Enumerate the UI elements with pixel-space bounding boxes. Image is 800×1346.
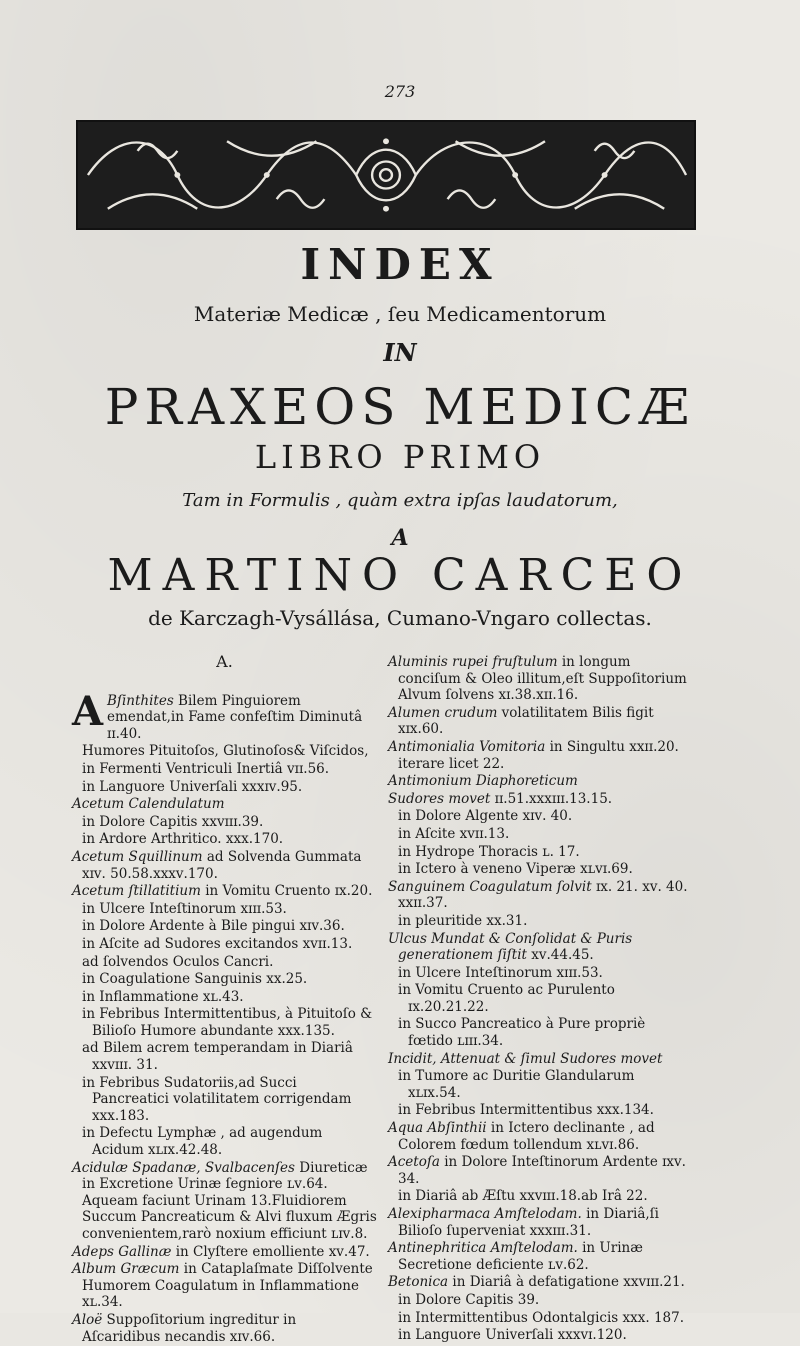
entry-lemma: Acidulæ Spadanæ, Svalbacenſes (72, 1159, 295, 1176)
index-entry (388, 1051, 688, 1068)
index-entry (72, 1312, 377, 1345)
index-entry (388, 982, 688, 1015)
index-entry (388, 705, 688, 738)
index-entry (388, 826, 688, 843)
entry-text: in Intermittentibus Odontalgicis xxx. 187. (398, 1309, 685, 1326)
entry-text: in Tumore ac Duritie Glandularum xʟɪx.54. (398, 1068, 635, 1101)
index-entry (388, 1327, 688, 1344)
index-entry (388, 965, 688, 982)
index-entry (72, 1261, 377, 1311)
index-entry (72, 796, 377, 813)
index-entry (388, 791, 688, 808)
entry-text: in Languore Univerſali xxxɪᴠ.95. (82, 778, 303, 795)
index-entry (72, 831, 377, 848)
index-entry (72, 779, 377, 796)
index-entry (388, 739, 688, 772)
index-entry (72, 901, 377, 918)
entry-text: xᴠ.44.45. (526, 947, 594, 964)
entry-text: in Febribus Sudatoriis,ad Succi Pancreatici volatilitatem corrigendam xxx.183. (82, 1074, 352, 1124)
index-entry (72, 989, 377, 1006)
entry-lemma: Alumen crudum (388, 704, 498, 721)
entry-text: in Dolore Ardente à Bile pingui xɪᴠ.36. (82, 918, 345, 935)
index-entry (388, 1154, 688, 1187)
entry-text: ad Solvenda Gummata xɪᴠ. 50.58.xxxᴠ.170. (82, 848, 362, 882)
entry-lemma: Antimonium Diaphoreticum (388, 773, 578, 790)
index-entry (72, 1006, 377, 1039)
entry-text: Bilem Pinguiorem emendat,in Fame confeſtim Diminutâ ɪɪ.40. (107, 692, 363, 742)
entry-text: in Aſcite ad Sudores excitandos xᴠɪɪ.13. (82, 935, 353, 952)
entry-lemma: Antinephritica Amſtelodam. (388, 1240, 578, 1257)
tam-line: Tam in Formulis , quàm extra ipſas laudatorum, (182, 490, 618, 511)
entry-text: in Cataplaſmate Diſſolvente Humorem Coagulatum in Inflammatione xʟ.34. (82, 1261, 373, 1311)
entry-text: ad ſolvendos Oculos Cancri. (82, 953, 274, 970)
author-name: MARTINO CARCEO (107, 550, 693, 601)
entry-lemma: Ulcus Mundat & Conſolidat & Puris generationem ſiſtit (388, 930, 633, 964)
entry-text: in Fermenti Ventriculi Inertiâ ᴠɪɪ.56. (82, 760, 330, 777)
index-entry (72, 814, 377, 831)
index-entry (72, 918, 377, 935)
index-entry (72, 849, 377, 882)
entry-text: in Ardore Arthritico. xxx.170. (82, 831, 284, 848)
index-entry (388, 1016, 688, 1049)
entry-text: in longum conciſum & Oleo illitum,eſt Suppoſitorium Alvum ſolvens xɪ.38.xɪɪ.16. (398, 654, 687, 704)
index-entry (388, 654, 688, 704)
index-entry (72, 743, 377, 760)
entry-text: in Inflammatione xʟ.43. (82, 988, 244, 1005)
index-title: INDEX (300, 240, 500, 289)
index-entry (388, 844, 688, 861)
entry-text: in Diariâ,ſi Bilioſo ſuperveniat xxxɪɪɪ.31. (398, 1206, 659, 1239)
index-entry (388, 931, 688, 964)
drop-cap: A (72, 687, 104, 735)
index-entry (388, 1206, 688, 1239)
entry-text: in Dolore Capitis 39. (398, 1291, 540, 1308)
entry-lemma: Alexipharmaca Amſtelodam. (388, 1206, 582, 1222)
index-entry (388, 1102, 688, 1119)
right-column (388, 654, 688, 1345)
index-entry (388, 1292, 688, 1309)
index-entry (72, 1125, 377, 1158)
index-entry (72, 936, 377, 953)
praxeos-title: PRAXEOS MEDICÆ (104, 378, 696, 436)
entry-lemma: Betonica (388, 1274, 449, 1291)
entry-text: in Dolore Capitis xxᴠɪɪɪ.39. (82, 813, 264, 830)
index-entry (388, 808, 688, 825)
entry-lemma: Acetum Squillinum (72, 848, 203, 865)
entry-lemma: Antimonialia Vomitoria (388, 738, 546, 755)
entry-lemma: Sudores movet (388, 790, 491, 807)
index-entry (72, 1075, 377, 1125)
index-entry (388, 1240, 688, 1273)
entry-text: in Singultu xxɪɪ.20. iterare licet 22. (398, 738, 679, 772)
index-entry (388, 1068, 688, 1101)
index-entry (72, 1160, 377, 1243)
entry-text: in Dolore Inteſtinorum Ardente ɪxᴠ. 34. (398, 1154, 686, 1187)
entry-text: in Ulcere Inteſtinorum xɪɪɪ.53. (82, 900, 287, 917)
entry-lemma: Adeps Gallinæ (72, 1243, 172, 1260)
entry-text: in Vomitu Cruento ac Purulento ɪx.20.21.22. (398, 982, 615, 1015)
entry-text: in Febribus Intermittentibus, à Pituitoſo & Bilioſo Humore abundante xxx.135. (82, 1006, 373, 1039)
entry-text: in Ictero declinante , ad Colorem fœdum tollendum xʟᴠɪ.86. (398, 1120, 655, 1153)
entry-lemma: Acetum ſtillatitium (72, 883, 201, 900)
index-entry (72, 687, 377, 743)
entry-text: in Febribus Intermittentibus xxx.134. (398, 1102, 654, 1119)
entry-text: in Coagulatione Sanguinis xx.25. (82, 971, 308, 988)
in-label: IN (383, 338, 417, 367)
entry-lemma: Aqua Abſinthii (388, 1120, 487, 1137)
entry-text: Humores Pituitoſos, Glutinoſos& Viſcidos, (82, 743, 369, 760)
left-column (72, 654, 377, 1346)
entry-text: in Aſcite xᴠɪɪ.13. (398, 825, 510, 842)
index-entry (72, 954, 377, 971)
index-entry (388, 1274, 688, 1291)
index-entry (388, 1188, 688, 1205)
entry-lemma: Sanguinem Coagulatum ſolvit (388, 878, 592, 895)
entry-text: Suppoſitorium ingreditur in Aſcaridibus necandis xɪᴠ.66. (82, 1311, 297, 1345)
section-letter: A. (216, 652, 233, 671)
index-entry (388, 913, 688, 930)
entry-text: in Ulcere Inteſtinorum xɪɪɪ.53. (398, 964, 603, 981)
entry-text: ɪx. 21. xᴠ. 40. xxɪɪ.37. (398, 878, 688, 912)
index-entry (72, 761, 377, 778)
ornament-scrollwork-graphic (78, 122, 694, 228)
entry-lemma: Incidit, Attenuat & ſimul Sudores movet (388, 1050, 663, 1067)
entry-text: in Languore Univerſali xxxᴠɪ.120. (398, 1327, 627, 1344)
book-title: LIBRO PRIMO (254, 438, 546, 476)
ornamental-headpiece (76, 120, 696, 230)
entry-text: in Urinæ Secretione deficiente ʟᴠ.62. (398, 1240, 643, 1273)
entry-text: in Hydrope Thoracis ʟ. 17. (398, 843, 580, 860)
entry-lemma: Acetum Calendulatum (72, 796, 225, 813)
index-entry (72, 1244, 377, 1261)
entry-text: ɪɪ.51.xxxɪɪɪ.13.15. (490, 790, 613, 807)
entry-lemma: Aluminis rupei fruſtulum (388, 654, 558, 670)
entry-lemma: Acetoſa (388, 1154, 440, 1171)
index-entry (388, 879, 688, 912)
entry-text: in Vomitu Cruento ɪx.20. (200, 883, 373, 900)
entry-lemma: Bſinthites (107, 692, 174, 709)
entry-text: in Diariâ à defatigatione xxᴠɪɪɪ.21. (448, 1274, 685, 1291)
index-entry (72, 971, 377, 988)
index-entry (388, 1120, 688, 1153)
entry-text: in Ictero à veneno Viperæ xʟᴠɪ.69. (398, 861, 633, 878)
entry-lemma: Album Græcum (72, 1261, 180, 1278)
entry-lemma: Aloë (72, 1311, 103, 1328)
index-entry (388, 861, 688, 878)
entry-text: ad Bilem acrem temperandam in Diariâ xxᴠɪɪɪ. 31. (82, 1040, 353, 1074)
index-entry (388, 773, 688, 790)
index-subtitle: Materiæ Medicæ , ſeu Medicamentorum (193, 302, 607, 326)
entry-text: in Succo Pancreatico à Pure propriè fœtido ʟɪɪɪ.34. (398, 1016, 646, 1050)
entry-text: in Diariâ ab Æſtu xxᴠɪɪɪ.18.ab Irâ 22. (398, 1188, 648, 1205)
entry-text: volatilitatem Bilis figit xɪx.60. (398, 704, 654, 738)
page-number: 273 (384, 82, 416, 101)
entry-text: in pleuritide xx.31. (398, 912, 528, 929)
a-label: A (391, 525, 409, 551)
entry-text: in Defectu Lymphæ , ad augendum Acidum xʟɪx.42.48. (82, 1125, 323, 1159)
entry-text: Diureticæ in Excretione Urinæ ſegniore ʟᴠ.64. Aqueam faciunt Urinam 13.Fluidiorem Succum Pancreaticum & Alvi fluxum Ægris convenientem,rarò noxium efficiunt ʟɪᴠ.8. (82, 1159, 377, 1242)
entry-text: in Dolore Algente xɪᴠ. 40. (398, 808, 573, 825)
index-entry (72, 883, 377, 900)
index-entry (72, 1040, 377, 1073)
entry-text: in Clyſtere emolliente xᴠ.47. (171, 1243, 370, 1260)
author-origin: de Karczagh-Vysállása, Cumano-Vngaro collectas. (148, 606, 652, 630)
index-entry (388, 1310, 688, 1327)
